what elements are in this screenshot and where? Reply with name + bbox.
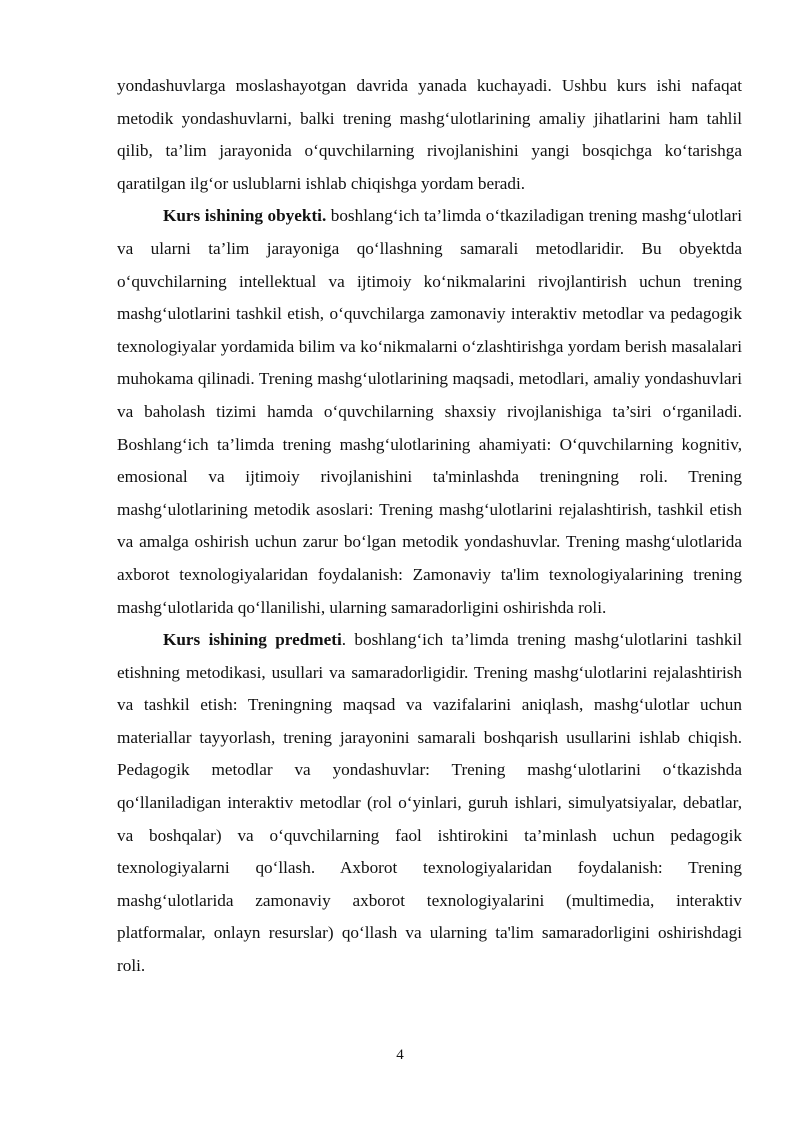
subject-text: . boshlang‘ich ta’limda trening mashg‘ulotlarini tashkil etishning metodikasi, usullari va samaradorligidir. Trening mashg‘ulotlarini rejalashtirish va tashkil etish: Treningning maqsad va vazifalarini aniqlash, mashg‘ulotlar uchun materiallar tayyorlash, trening jarayonini samarali boshqarish usullarini ishlab chiqish. Pedagogik metodlar va yondashuvlar: Trening mashg‘ulotlarini o‘tkazishda qo‘llaniladigan interaktiv metodlar (rol o‘yinlari, guruh ishlari, simulyatsiyalar, debatlar, va boshqalar) va o‘quvchilarning faol ishtirokini ta’minlash uchun pedagogik texnologiyalarni qo‘llash. Axborot texnologiyalaridan foydalanish: Trening mashg‘ulotlarida zamonaviy axborot texnologiyalarini (multimedia, interaktiv platformalar, onlayn resurslar) qo‘llash va ularning ta'lim samaradorligini oshirishdagi roli. bbox=[117, 630, 742, 976]
document-page bbox=[117, 70, 742, 983]
object-heading: Kurs ishining obyekti. bbox=[163, 206, 327, 226]
subject-paragraph bbox=[117, 624, 742, 983]
intro-paragraph: yondashuvlarga moslashayotgan davrida yanada kuchayadi. Ushbu kurs ishi nafaqat metodik yondashuvlarni, balki trening mashg‘ulotlarining amaliy jihatlarini ham tahlil qilib, ta’lim jarayonida o‘quvchilarning rivojlanishini yangi bosqichga ko‘tarishga qaratilgan ilg‘or uslublarni ishlab chiqishga yordam beradi. bbox=[117, 76, 742, 193]
object-paragraph bbox=[117, 200, 742, 624]
subject-heading: Kurs ishining predmeti bbox=[163, 630, 342, 650]
page-number: 4 bbox=[396, 1047, 404, 1063]
object-text: boshlang‘ich ta’limda o‘tkaziladigan trening mashg‘ulotlari va ularni ta’lim jarayoniga qo‘llashning samarali metodlaridir. Bu obyektda o‘quvchilarning intellektual va ijtimoiy ko‘nikmalarini rivojlantirish uchun trening mashg‘ulotlarini tashkil etish, o‘quvchilarga zamonaviy interaktiv metodlar va pedagogik texnologiyalar yordamida bilim va ko‘nikmalarni o‘zlashtirishga yordam berish masalalari muhokama qilinadi. Trening mashg‘ulotlarining maqsadi, metodlari, amaliy yondashuvlari va baholash tizimi hamda o‘quvchilarning shaxsiy rivojlanishiga ta’siri o‘rganiladi. Boshlang‘ich ta’limda trening mashg‘ulotlarining ahamiyati: O‘quvchilarning kognitiv, emosional va ijtimoiy rivojlanishini ta'minlashda treningning roli. Trening mashg‘ulotlarining metodik asoslari: Trening mashg‘ulotlarini rejalashtirish, tashkil etish va amalga oshirish uchun zarur bo‘lgan metodik yondashuvlar. Trening mashg‘ulotlarida axborot texnologiyalaridan foydalanish: Zamonaviy ta'lim texnologiyalarining trening mashg‘ulotlarida qo‘llanilishi, ularning samaradorligini oshirishda roli. bbox=[117, 206, 742, 617]
